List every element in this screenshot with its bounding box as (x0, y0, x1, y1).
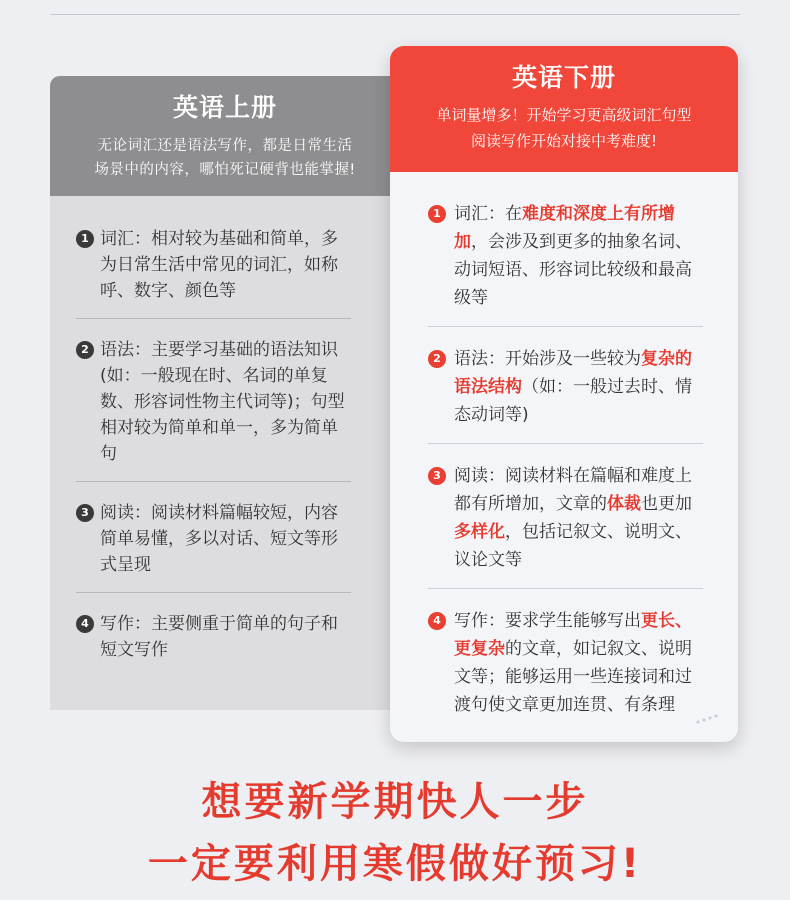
highlight-text: 体裁 (607, 494, 641, 514)
text-segment: ，会涉及到更多的抽象名词、动词短语、形容词比较级和最高级等 (454, 232, 692, 308)
item-text (454, 200, 703, 312)
item-text: 语法：主要学习基础的语法知识(如：一般现在时、名词的单复数、形容词性物主代词等)；句型相对较为简单和单一，多为简单句 (100, 340, 345, 464)
divider (76, 592, 351, 593)
upper-volume-header (50, 76, 400, 196)
slogan-line-2: 一定要利用寒假做好预习! (147, 841, 643, 887)
divider (428, 443, 703, 444)
list-item-reading (428, 462, 703, 574)
item-text: 词汇：相对较为基础和简单，多为日常生活中常见的词汇，如称呼、数字、颜色等 (100, 229, 338, 301)
upper-volume-list (76, 226, 351, 663)
lower-volume-card (390, 46, 738, 742)
text-segment: 词汇：在 (454, 204, 522, 224)
list-item-grammar (76, 337, 351, 467)
highlight-text: 更长、更复杂 (454, 611, 692, 659)
list-item-reading (76, 500, 351, 578)
text-segment: ，包括记叙文、说明文、议论文等 (454, 522, 692, 570)
text-segment: （如：一般过去时、情态动词等) (454, 377, 692, 425)
text-segment: 也更加 (641, 494, 692, 514)
item-text (454, 462, 703, 574)
lower-volume-subtitle-line: 单词量增多！开始学习更高级词汇句型 (436, 106, 692, 124)
item-text: 写作：主要侧重于简单的句子和短文写作 (100, 614, 338, 660)
upper-volume-card (50, 76, 400, 710)
text-segment: 的文章，如记叙文、说明文等；能够运用一些连接词和过渡句使文章更加连贯、有条理 (454, 639, 692, 715)
item-text (454, 345, 703, 429)
upper-volume-subtitle-line: 无论词汇还是语法写作，都是日常生活 (97, 138, 353, 154)
lower-volume-subtitle (390, 102, 738, 154)
slogan-line-1: 想要新学期快人一步 (201, 779, 589, 825)
text-segment: 阅读：阅读材料在篇幅和难度上都有所增加，文章的 (454, 466, 692, 514)
number-badge: 3 (428, 467, 446, 485)
number-badge: 2 (428, 350, 446, 368)
item-text (454, 607, 703, 719)
number-badge: 1 (428, 205, 446, 223)
top-divider (50, 14, 740, 15)
lower-volume-list (428, 200, 703, 719)
upper-volume-subtitle-line: 场景中的内容，哪怕死记硬背也能掌握! (94, 162, 356, 178)
highlight-text: 多样化 (454, 522, 505, 542)
divider (76, 481, 351, 482)
number-badge: 1 (76, 230, 94, 248)
text-segment: 写作：要求学生能够写出 (454, 611, 641, 631)
upper-volume-subtitle (50, 134, 400, 182)
upper-volume-title: 英语上册 (172, 93, 277, 122)
divider (428, 588, 703, 589)
list-item-vocabulary (76, 226, 351, 304)
list-item-grammar (428, 345, 703, 429)
number-badge: 3 (76, 504, 94, 522)
divider (428, 326, 703, 327)
number-badge: 2 (76, 341, 94, 359)
number-badge: 4 (76, 615, 94, 633)
text-segment: 语法：开始涉及一些较为 (454, 349, 641, 369)
highlight-text: 复杂的语法结构 (454, 349, 692, 397)
lower-volume-subtitle-line: 阅读写作开始对接中考难度! (470, 132, 657, 150)
list-item-writing (76, 611, 351, 663)
item-text: 阅读：阅读材料篇幅较短，内容简单易懂，多以对话、短文等形式呈现 (100, 503, 338, 575)
lower-volume-title: 英语下册 (511, 63, 616, 92)
divider (76, 318, 351, 319)
highlight-text: 难度和深度上有所增加 (454, 204, 675, 252)
number-badge: 4 (428, 612, 446, 630)
lower-volume-header (390, 46, 738, 172)
list-item-writing (428, 607, 703, 719)
list-item-vocabulary (428, 200, 703, 312)
decorative-dots-icon (694, 712, 724, 726)
